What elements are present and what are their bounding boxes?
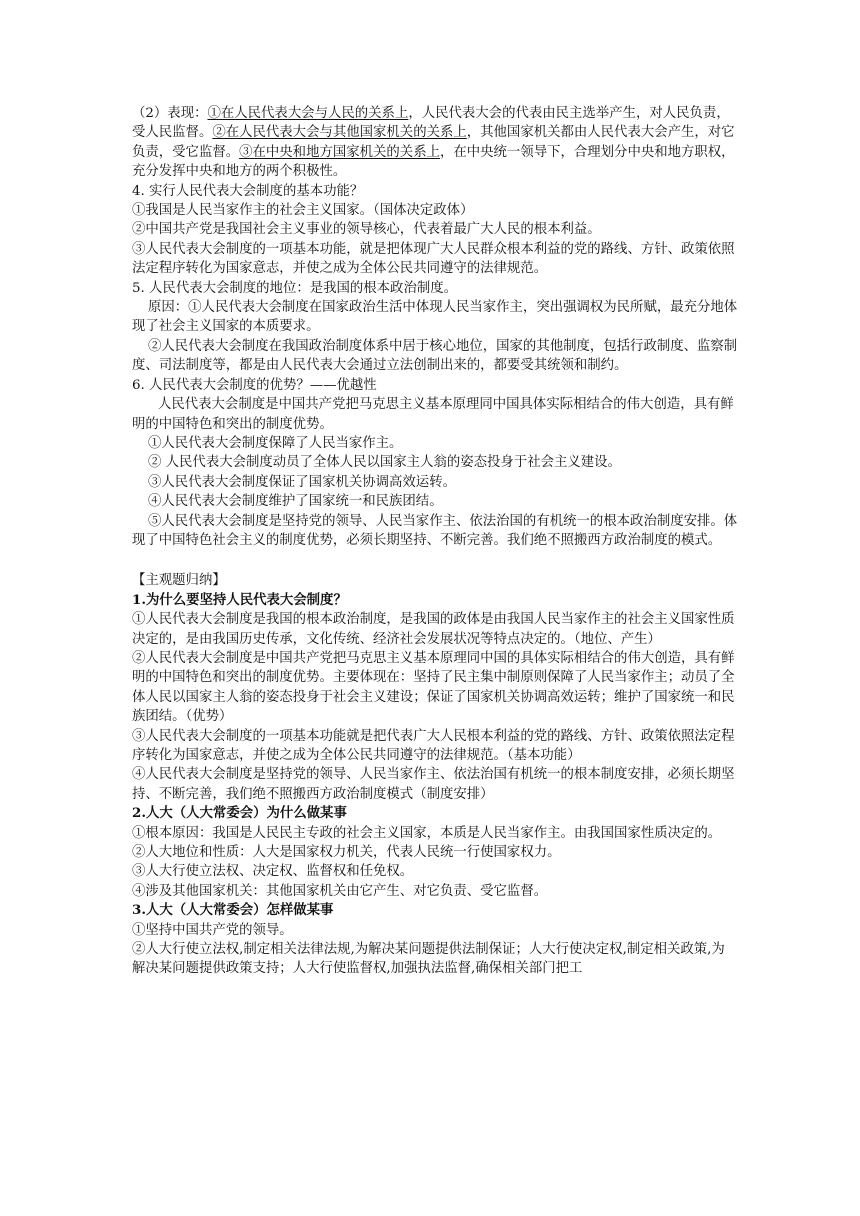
q2-heading: 2.人大（人大常委会）为什么做某事 — [132, 805, 347, 822]
point-3-text: ，在中央统一领导下，合理划分中央和地方职权，充分发挥中央和地方的两个积极性。 — [132, 144, 735, 180]
heading-4: 4. 实行人民代表大会制度的基本功能？ — [132, 183, 364, 199]
q2-item-4: ④涉及其他国家机关：其他国家机关由它产生、对它负责、受它监督。 — [132, 883, 548, 899]
summary-title: 【主观题归纳】 — [132, 573, 226, 589]
label-biaoxian: （2）表现： — [132, 106, 208, 121]
h4-item-2: ②中国共产党是我国社会主义事业的领导核心，代表着最广大人民的根本利益。 — [132, 222, 601, 238]
h6-item-2: ② 人民代表大会制度动员了全体人民以国家主人翁的姿态投身于社会主义建设。 — [148, 455, 621, 471]
heading-6: 6. 人民代表大会制度的优势？——优越性 — [132, 377, 377, 393]
section-gap — [132, 550, 738, 571]
h5-reason-2: ②人民代表大会制度在我国政治制度体系中居于核心地位，国家的其他制度，包括行政制度、监察制度、司法制度等，都是由人民代表大会通过立法创制出来的，都要受其统领和制约。 — [132, 338, 738, 374]
h4-item-3: ③人民代表大会制度的一项基本功能，就是把体现广大人民群众根本利益的党的路线、方针、政策依照法定程序转化为国家意志，并使之成为全体公民共同遵守的法律规范。 — [132, 241, 735, 277]
h4-item-1: ①我国是人民当家作主的社会主义国家。（国体决定政体） — [132, 203, 474, 219]
q2-item-2: ②人大地位和性质：人大是国家权力机关，代表人民统一行使国家权力。 — [132, 845, 561, 861]
h6-item-5: ⑤人民代表大会制度是坚持党的领导、人民当家作主、依法治国的有机统一的根本政治制度安排。体现了中国特色社会主义的制度优势，必须长期坚持、不断完善。我们绝不照搬西方政治制度的模式。 — [132, 513, 738, 548]
q1-item-1: ①人民代表大会制度是我国的根本政治制度，是我国的政体是由我国人民当家作主的社会主义国家性质决定的，是由我国历史传承，文化传统、经济社会发展状况等特点决定的。（地位、产生） — [132, 612, 735, 647]
h6-item-4: ④人民代表大会制度维护了国家统一和民族团结。 — [148, 494, 443, 510]
document-content — [132, 104, 738, 979]
point-2-text: ，其他国家机关都由人民代表大会产生，对它负责，受它监督。 — [132, 125, 735, 160]
point-1-text: ，人民代表大会的代表由民主选举产生，对人民负责，受人民监督。 — [132, 106, 730, 141]
h5-reason-1: 原因：①人民代表大会制度在国家政治生活中体现人民当家作主，突出强调权为民所赋，最充分地体现了社会主义国家的本质要求。 — [132, 300, 738, 335]
h6-intro: 人民代表大会制度是中国共产党把马克思主义基本原理同中国具体实际相结合的伟大创造，具有鲜明的中国特色和突出的制度优势。 — [132, 397, 734, 432]
q2-item-3: ③人大行使立法权、决定权、监督权和任免权。 — [132, 864, 414, 880]
heading-5: 5. 人民代表大会制度的地位：是我国的根本政治制度。 — [132, 280, 458, 296]
q1-item-3: ③人民代表大会制度的一项基本功能就是把代表广大人民根本利益的党的路线、方针、政策依照法定程序转化为国家意志，并使之成为全体公民共同遵守的法律规范。（基本功能） — [132, 728, 735, 763]
q3-item-2: ②人大行使立法权,制定相关法律法规,为解决某问题提供法制保证；人大行使决定权,制定相关政策,为解决某问题提供政策支持；人大行使监督权,加强执法监督,确保相关部门把工 — [132, 942, 725, 977]
paragraph-2-biaoxian — [132, 104, 738, 182]
h6-item-3: ③人民代表大会制度保证了国家机关协调高效运转。 — [148, 474, 456, 490]
q3-item-1: ①坚持中国共产党的领导。 — [132, 922, 293, 938]
underlined-point-1: ①在人民代表大会与人民的关系上 — [207, 106, 409, 121]
q1-item-4: ④人民代表大会制度是坚持党的领导、人民当家作主、依法治国有机统一的根本制度安排，必须长期坚持、不断完善，我们绝不照搬西方政治制度模式（制度安排） — [132, 767, 735, 802]
h6-item-1: ①人民代表大会制度保障了人民当家作主。 — [148, 435, 403, 451]
q1-heading: 1.为什么要坚持人民代表大会制度？ — [132, 591, 347, 608]
q3-heading: 3.人大（人大常委会）怎样做某事 — [132, 902, 334, 919]
q2-item-1: ①根本原因：我国是人民民主专政的社会主义国家，本质是人民当家作主。由我国国家性质决定的。 — [132, 825, 722, 841]
q1-item-2: ②人民代表大会制度是中国共产党把马克思主义基本原理同中国的具体实际相结合的伟大创造，具有鲜明的中国特色和突出的制度优势。主要体现在：坚持了民主集中制原则保障了人民当家作主；动员了全体人民以国家主人翁的姿态投身于社会主义建设；保证了国家机关协调高效运转；维护了国家统一和民族团结。（优势） — [132, 650, 735, 725]
underlined-point-3: ③在中央和地方国家机关的关系上 — [239, 144, 440, 160]
underlined-point-2: ②在人民代表大会与其他国家机关的关系上 — [212, 125, 467, 141]
